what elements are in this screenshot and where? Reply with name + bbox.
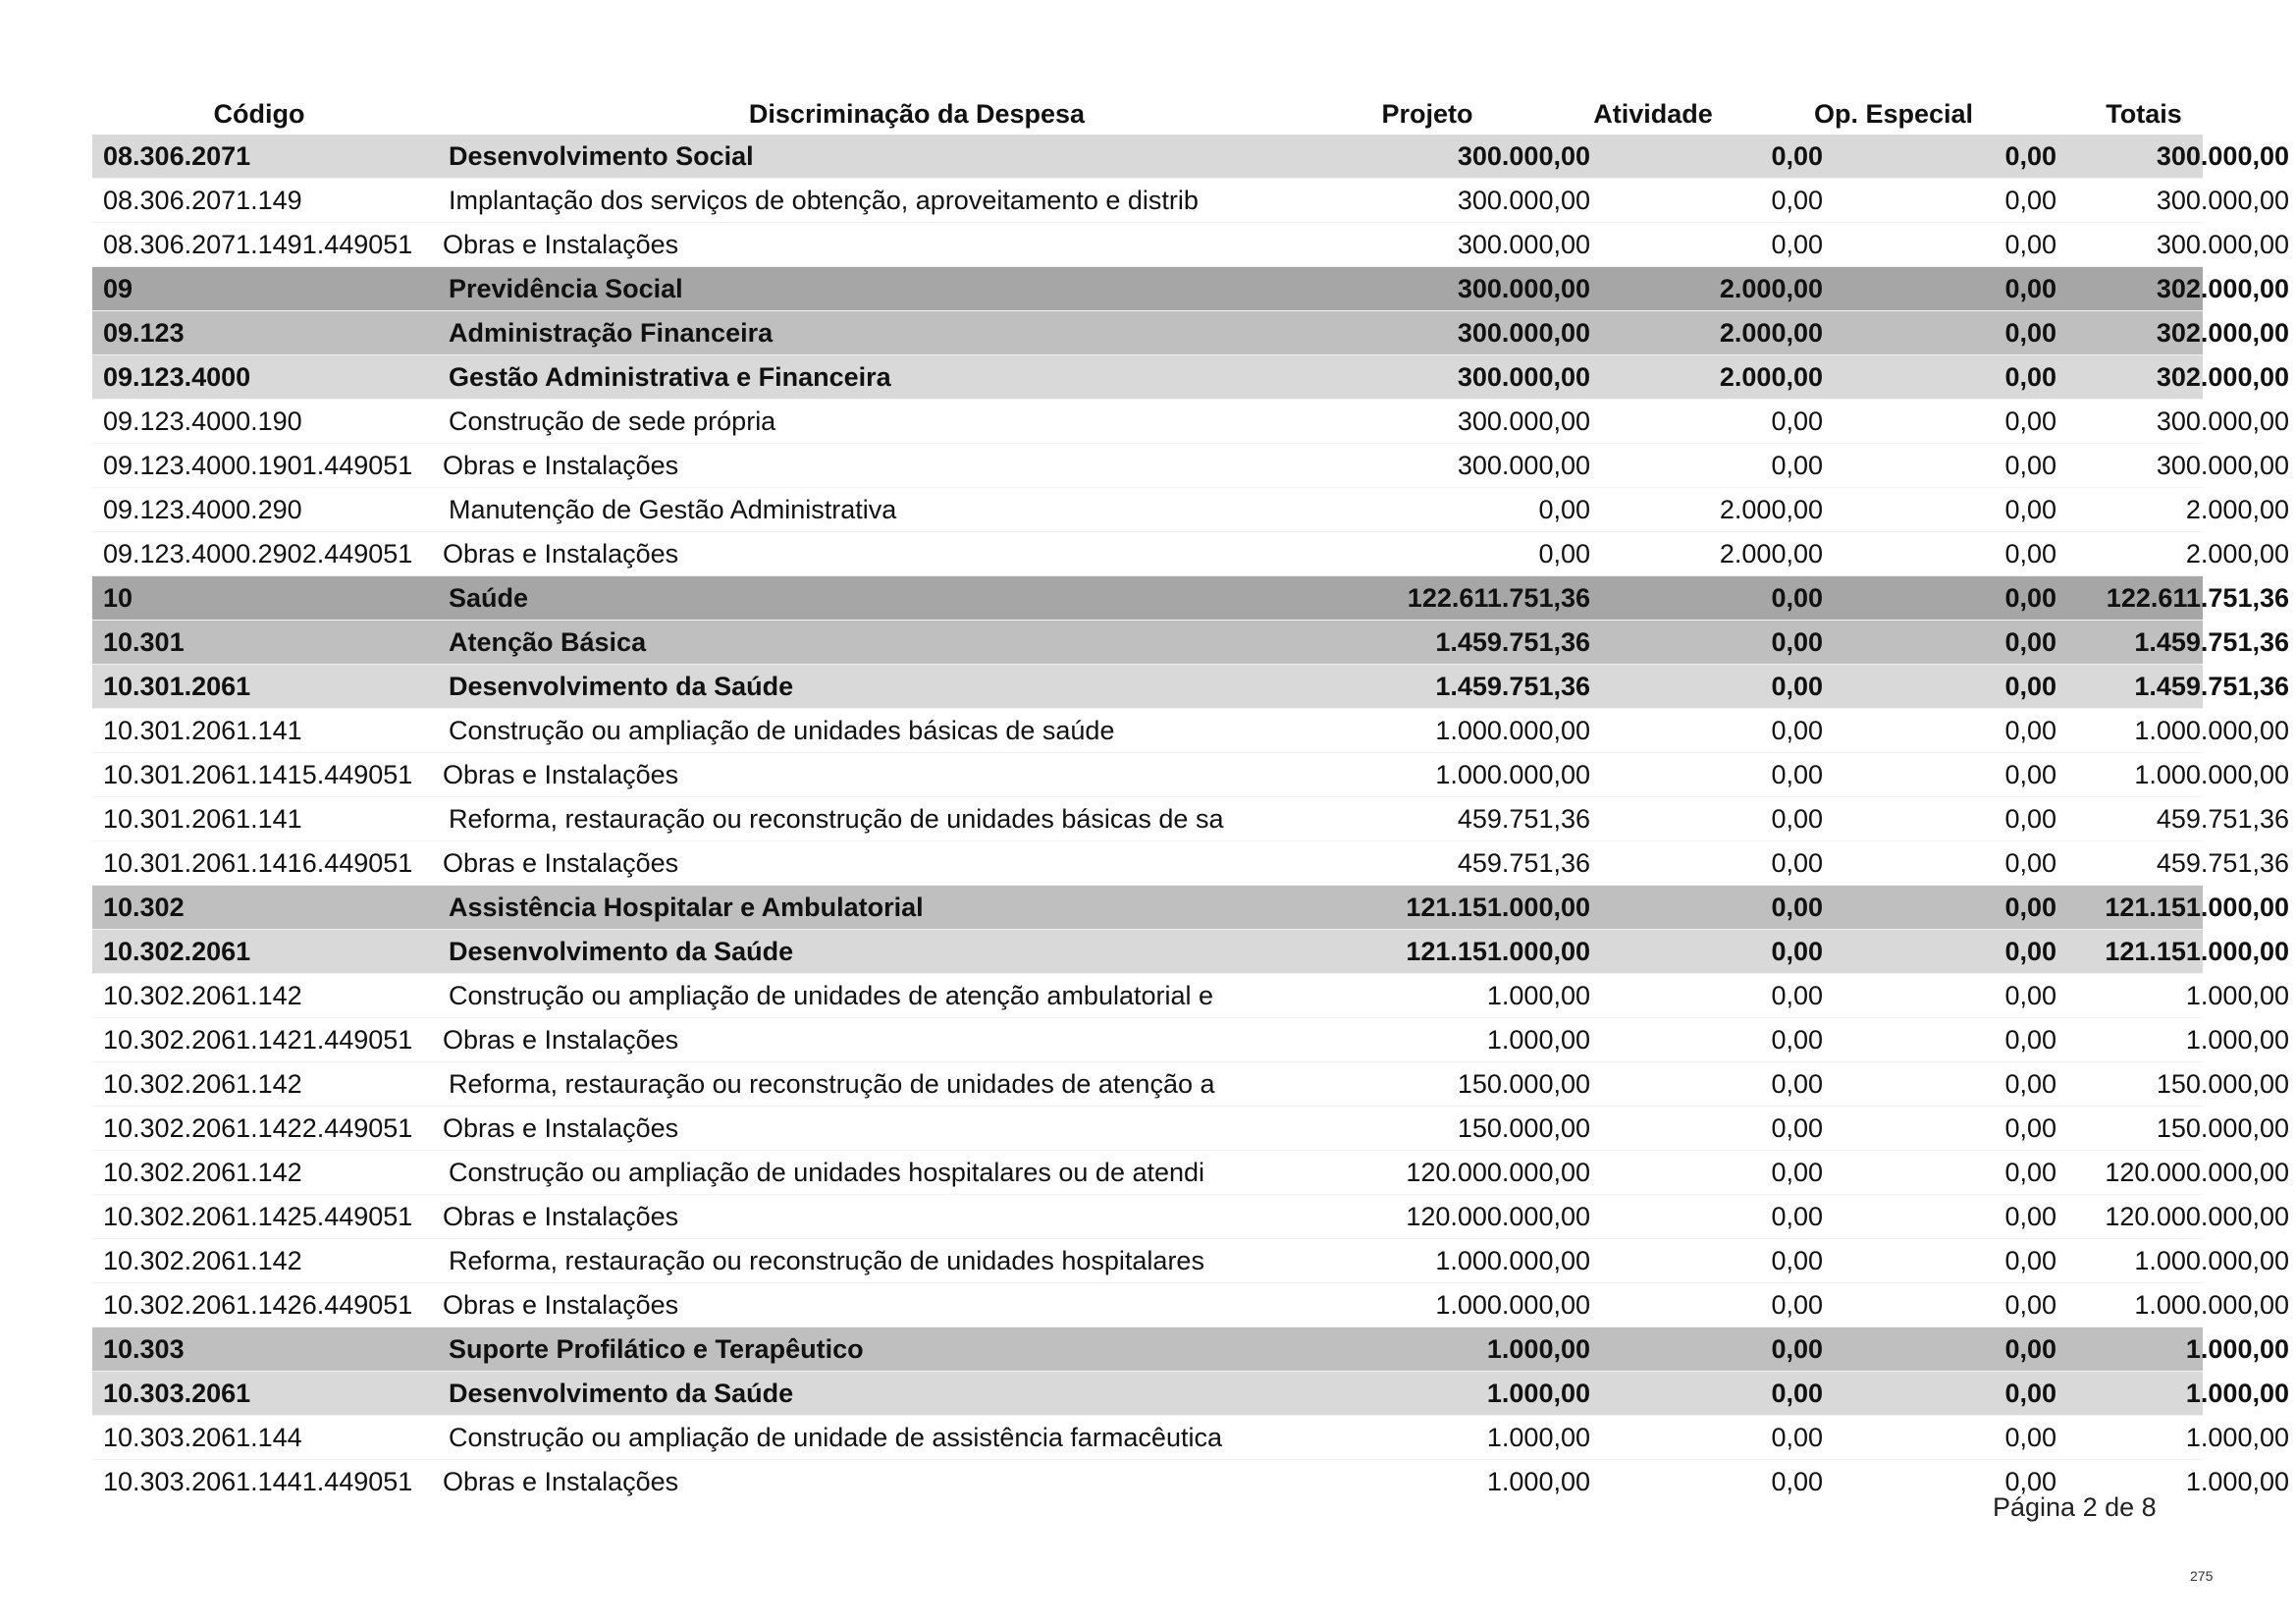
cell-description: Obras e Instalações — [443, 230, 679, 259]
table-header — [92, 91, 2203, 135]
cell-totais: 300.000,00 — [2156, 451, 2289, 480]
table-row — [92, 708, 2289, 752]
cell-projeto: 120.000.000,00 — [1406, 1158, 1590, 1187]
cell-code: 10 — [103, 583, 133, 613]
table-row — [92, 1238, 2289, 1282]
cell-description: Manutenção de Gestão Administrativa — [449, 495, 897, 524]
cell-projeto: 1.000,00 — [1486, 1467, 1590, 1496]
cell-op-especial: 0,00 — [2004, 583, 2056, 613]
cell-code: 10.301.2061 — [103, 672, 251, 701]
cell-atividade: 0,00 — [1771, 893, 1823, 922]
table-row — [92, 1459, 2289, 1503]
cell-projeto: 300.000,00 — [1457, 318, 1590, 348]
cell-totais: 1.000,00 — [2185, 1334, 2289, 1364]
cell-op-especial: 0,00 — [2004, 848, 2056, 878]
cell-code: 10.302.2061.1425.449051 — [103, 1202, 413, 1231]
cell-atividade: 0,00 — [1771, 1202, 1823, 1231]
cell-op-especial: 0,00 — [2004, 141, 2056, 171]
cell-code: 10.302.2061.1422.449051 — [103, 1113, 413, 1143]
cell-op-especial: 0,00 — [2004, 672, 2056, 701]
cell-totais: 150.000,00 — [2156, 1113, 2289, 1143]
cell-projeto: 1.000,00 — [1486, 981, 1590, 1010]
cell-code: 10.302.2061.142 — [103, 1069, 302, 1099]
expense-table — [92, 91, 2289, 1503]
cell-op-especial: 0,00 — [2004, 1290, 2056, 1320]
cell-op-especial: 0,00 — [2004, 1025, 2056, 1055]
cell-description: Obras e Instalações — [443, 1290, 679, 1320]
cell-code: 10.302.2061.142 — [103, 1246, 302, 1275]
cell-code: 10.301.2061.1415.449051 — [103, 760, 413, 789]
table-row — [92, 1415, 2289, 1459]
cell-totais: 1.000,00 — [2185, 981, 2289, 1010]
cell-code: 10.302.2061.1426.449051 — [103, 1290, 413, 1320]
cell-atividade: 0,00 — [1771, 230, 1823, 259]
table-row — [92, 531, 2289, 575]
table-row — [92, 1061, 2289, 1106]
cell-projeto: 459.751,36 — [1457, 848, 1590, 878]
cell-op-especial: 0,00 — [2004, 1113, 2056, 1143]
cell-description: Desenvolvimento da Saúde — [449, 672, 794, 701]
cell-totais: 1.000,00 — [2185, 1467, 2289, 1496]
cell-description: Construção ou ampliação de unidades básicas de saúde — [449, 716, 1115, 745]
cell-atividade: 0,00 — [1771, 451, 1823, 480]
cell-code: 10.303.2061.144 — [103, 1423, 302, 1452]
cell-atividade: 0,00 — [1771, 1158, 1823, 1187]
table-row — [92, 1282, 2289, 1326]
cell-op-especial: 0,00 — [2004, 804, 2056, 834]
cell-projeto: 150.000,00 — [1457, 1113, 1590, 1143]
cell-atividade: 0,00 — [1771, 1246, 1823, 1275]
cell-projeto: 1.000.000,00 — [1435, 1246, 1590, 1275]
cell-atividade: 0,00 — [1771, 1069, 1823, 1099]
cell-description: Obras e Instalações — [443, 848, 679, 878]
cell-atividade: 0,00 — [1771, 1113, 1823, 1143]
cell-description: Reforma, restauração ou reconstrução de unidades hospitalares — [449, 1246, 1204, 1275]
cell-atividade: 0,00 — [1771, 716, 1823, 745]
cell-projeto: 1.000.000,00 — [1435, 716, 1590, 745]
cell-op-especial: 0,00 — [2004, 1379, 2056, 1408]
cell-description: Obras e Instalações — [443, 451, 679, 480]
table-row — [92, 1106, 2289, 1150]
cell-projeto: 300.000,00 — [1457, 274, 1590, 303]
cell-atividade: 0,00 — [1771, 583, 1823, 613]
cell-totais: 120.000.000,00 — [2105, 1158, 2289, 1187]
table-row — [92, 399, 2289, 443]
cell-projeto: 1.000,00 — [1486, 1379, 1590, 1408]
cell-totais: 1.459.751,36 — [2134, 627, 2289, 657]
cell-projeto: 120.000.000,00 — [1406, 1202, 1590, 1231]
table-row — [92, 1194, 2289, 1238]
cell-totais: 150.000,00 — [2156, 1069, 2289, 1099]
cell-atividade: 0,00 — [1771, 1290, 1823, 1320]
table-row — [92, 354, 2289, 399]
cell-projeto: 0,00 — [1538, 495, 1590, 524]
cell-op-especial: 0,00 — [2004, 893, 2056, 922]
cell-totais: 2.000,00 — [2185, 495, 2289, 524]
table-row — [92, 796, 2289, 840]
cell-op-especial: 0,00 — [2004, 760, 2056, 789]
table-row — [92, 222, 2289, 266]
cell-totais: 1.000.000,00 — [2134, 716, 2289, 745]
cell-description: Suporte Profilático e Terapêutico — [449, 1334, 864, 1364]
table-row — [92, 443, 2289, 487]
cell-code: 10.302.2061.142 — [103, 1158, 302, 1187]
cell-totais: 302.000,00 — [2156, 274, 2289, 303]
page-stamp: 275 — [2190, 1568, 2214, 1584]
cell-description: Obras e Instalações — [443, 760, 679, 789]
cell-description: Desenvolvimento da Saúde — [449, 937, 794, 966]
cell-description: Reforma, restauração ou reconstrução de unidades de atenção a — [449, 1069, 1215, 1099]
cell-description: Construção ou ampliação de unidades hospitalares ou de atendi — [449, 1158, 1205, 1187]
cell-totais: 1.459.751,36 — [2134, 672, 2289, 701]
cell-description: Implantação dos serviços de obtenção, aproveitamento e distrib — [449, 186, 1199, 215]
cell-description: Obras e Instalações — [443, 1467, 679, 1496]
table-row — [92, 752, 2289, 796]
cell-description: Obras e Instalações — [443, 539, 679, 568]
cell-op-especial: 0,00 — [2004, 451, 2056, 480]
cell-op-especial: 0,00 — [2004, 1467, 2056, 1496]
table-row — [92, 178, 2289, 222]
table-row — [92, 310, 2289, 354]
cell-atividade: 0,00 — [1771, 627, 1823, 657]
cell-code: 10.301.2061.141 — [103, 804, 302, 834]
cell-op-especial: 0,00 — [2004, 1334, 2056, 1364]
cell-projeto: 300.000,00 — [1457, 141, 1590, 171]
cell-totais: 120.000.000,00 — [2105, 1202, 2289, 1231]
header-op-especial: Op. Especial — [1813, 99, 1974, 129]
cell-code: 10.303.2061.1441.449051 — [103, 1467, 413, 1496]
table-row — [92, 1017, 2289, 1061]
cell-atividade: 0,00 — [1771, 981, 1823, 1010]
cell-atividade: 2.000,00 — [1719, 362, 1823, 392]
cell-atividade: 0,00 — [1771, 1334, 1823, 1364]
cell-atividade: 0,00 — [1771, 1025, 1823, 1055]
cell-atividade: 2.000,00 — [1719, 318, 1823, 348]
cell-code: 09.123.4000.2902.449051 — [103, 539, 413, 568]
cell-op-especial: 0,00 — [2004, 274, 2056, 303]
cell-totais: 1.000,00 — [2185, 1379, 2289, 1408]
cell-projeto: 1.000,00 — [1486, 1423, 1590, 1452]
cell-atividade: 0,00 — [1771, 848, 1823, 878]
cell-projeto: 0,00 — [1538, 539, 1590, 568]
cell-code: 10.301.2061.141 — [103, 716, 302, 745]
cell-atividade: 2.000,00 — [1719, 539, 1823, 568]
cell-op-especial: 0,00 — [2004, 1246, 2056, 1275]
cell-code: 08.306.2071 — [103, 141, 251, 171]
cell-projeto: 122.611.751,36 — [1407, 583, 1590, 613]
table-row — [92, 1150, 2289, 1194]
cell-totais: 300.000,00 — [2156, 186, 2289, 215]
cell-projeto: 121.151.000,00 — [1406, 893, 1590, 922]
cell-op-especial: 0,00 — [2004, 318, 2056, 348]
cell-code: 09.123.4000.290 — [103, 495, 302, 524]
cell-projeto: 121.151.000,00 — [1406, 937, 1590, 966]
cell-description: Construção ou ampliação de unidade de assistência farmacêutica — [449, 1423, 1222, 1452]
cell-code: 10.302.2061.142 — [103, 981, 302, 1010]
cell-op-especial: 0,00 — [2004, 230, 2056, 259]
cell-description: Atenção Básica — [449, 627, 647, 657]
cell-totais: 121.151.000,00 — [2105, 937, 2289, 966]
header-totais: Totais — [2106, 99, 2182, 129]
cell-projeto: 1.000,00 — [1486, 1025, 1590, 1055]
cell-projeto: 150.000,00 — [1457, 1069, 1590, 1099]
cell-atividade: 0,00 — [1771, 1467, 1823, 1496]
cell-projeto: 300.000,00 — [1457, 186, 1590, 215]
table-row — [92, 973, 2289, 1017]
cell-code: 09.123.4000.190 — [103, 406, 302, 436]
cell-totais: 459.751,36 — [2156, 804, 2289, 834]
cell-atividade: 0,00 — [1771, 937, 1823, 966]
header-atividade: Atividade — [1593, 99, 1713, 129]
table-body — [92, 135, 2289, 1503]
cell-atividade: 0,00 — [1771, 1379, 1823, 1408]
cell-op-especial: 0,00 — [2004, 1423, 2056, 1452]
cell-atividade: 0,00 — [1771, 186, 1823, 215]
cell-totais: 302.000,00 — [2156, 362, 2289, 392]
cell-op-especial: 0,00 — [2004, 362, 2056, 392]
cell-atividade: 0,00 — [1771, 672, 1823, 701]
cell-description: Assistência Hospitalar e Ambulatorial — [449, 893, 924, 922]
table-row — [92, 135, 2289, 178]
cell-description: Saúde — [449, 583, 529, 613]
cell-code: 09.123.4000 — [103, 362, 251, 392]
table-row — [92, 929, 2289, 973]
cell-projeto: 1.459.751,36 — [1435, 627, 1590, 657]
cell-totais: 1.000,00 — [2185, 1423, 2289, 1452]
cell-totais: 2.000,00 — [2185, 539, 2289, 568]
header-description: Discriminação da Despesa — [748, 99, 1086, 129]
cell-code: 09.123.4000.1901.449051 — [103, 451, 413, 480]
cell-atividade: 0,00 — [1771, 141, 1823, 171]
cell-code: 09.123 — [103, 318, 185, 348]
cell-description: Previdência Social — [449, 274, 683, 303]
cell-projeto: 300.000,00 — [1457, 406, 1590, 436]
cell-totais: 302.000,00 — [2156, 318, 2289, 348]
header-code: Código — [213, 99, 305, 129]
cell-op-especial: 0,00 — [2004, 1158, 2056, 1187]
page-number: Página 2 de 8 — [1993, 1492, 2157, 1522]
cell-description: Obras e Instalações — [443, 1113, 679, 1143]
cell-projeto: 459.751,36 — [1457, 804, 1590, 834]
cell-op-especial: 0,00 — [2004, 1069, 2056, 1099]
cell-code: 10.302.2061 — [103, 937, 251, 966]
cell-op-especial: 0,00 — [2004, 981, 2056, 1010]
cell-description: Construção de sede própria — [449, 406, 776, 436]
cell-code: 10.301 — [103, 627, 185, 657]
cell-atividade: 0,00 — [1771, 406, 1823, 436]
cell-totais: 300.000,00 — [2156, 141, 2289, 171]
cell-projeto: 1.000,00 — [1486, 1334, 1590, 1364]
table-row — [92, 885, 2289, 929]
cell-atividade: 2.000,00 — [1719, 274, 1823, 303]
cell-code: 09 — [103, 274, 133, 303]
cell-description: Administração Financeira — [449, 318, 774, 348]
cell-code: 10.302 — [103, 893, 185, 922]
cell-code: 10.303 — [103, 1334, 185, 1364]
cell-op-especial: 0,00 — [2004, 406, 2056, 436]
cell-totais: 122.611.751,36 — [2106, 583, 2289, 613]
cell-description: Obras e Instalações — [443, 1202, 679, 1231]
cell-atividade: 0,00 — [1771, 760, 1823, 789]
cell-op-especial: 0,00 — [2004, 716, 2056, 745]
table-row — [92, 1326, 2289, 1371]
cell-description: Desenvolvimento Social — [449, 141, 754, 171]
table-row — [92, 620, 2289, 664]
cell-atividade: 0,00 — [1771, 804, 1823, 834]
cell-description: Obras e Instalações — [443, 1025, 679, 1055]
cell-projeto: 300.000,00 — [1457, 362, 1590, 392]
table-row — [92, 266, 2289, 310]
cell-op-especial: 0,00 — [2004, 937, 2056, 966]
cell-projeto: 1.000.000,00 — [1435, 1290, 1590, 1320]
cell-description: Reforma, restauração ou reconstrução de unidades básicas de sa — [449, 804, 1224, 834]
cell-code: 10.301.2061.1416.449051 — [103, 848, 413, 878]
cell-totais: 1.000,00 — [2185, 1025, 2289, 1055]
cell-totais: 300.000,00 — [2156, 230, 2289, 259]
cell-op-especial: 0,00 — [2004, 627, 2056, 657]
cell-op-especial: 0,00 — [2004, 495, 2056, 524]
cell-atividade: 0,00 — [1771, 1423, 1823, 1452]
table-row — [92, 664, 2289, 708]
cell-op-especial: 0,00 — [2004, 186, 2056, 215]
cell-description: Desenvolvimento da Saúde — [449, 1379, 794, 1408]
cell-op-especial: 0,00 — [2004, 1202, 2056, 1231]
table-row — [92, 487, 2289, 531]
cell-code: 10.303.2061 — [103, 1379, 251, 1408]
cell-totais: 459.751,36 — [2156, 848, 2289, 878]
cell-totais: 1.000.000,00 — [2134, 1290, 2289, 1320]
cell-totais: 1.000.000,00 — [2134, 1246, 2289, 1275]
table-row — [92, 575, 2289, 620]
cell-projeto: 1.000.000,00 — [1435, 760, 1590, 789]
cell-code: 08.306.2071.1491.449051 — [103, 230, 413, 259]
cell-totais: 300.000,00 — [2156, 406, 2289, 436]
cell-code: 10.302.2061.1421.449051 — [103, 1025, 413, 1055]
cell-totais: 121.151.000,00 — [2105, 893, 2289, 922]
cell-atividade: 2.000,00 — [1719, 495, 1823, 524]
cell-projeto: 300.000,00 — [1457, 451, 1590, 480]
table-row — [92, 840, 2289, 885]
cell-projeto: 300.000,00 — [1457, 230, 1590, 259]
table-row — [92, 1371, 2289, 1415]
cell-code: 08.306.2071.149 — [103, 186, 302, 215]
cell-projeto: 1.459.751,36 — [1435, 672, 1590, 701]
header-projeto: Projeto — [1381, 99, 1473, 129]
cell-description: Construção ou ampliação de unidades de atenção ambulatorial e — [449, 981, 1214, 1010]
cell-op-especial: 0,00 — [2004, 539, 2056, 568]
cell-description: Gestão Administrativa e Financeira — [449, 362, 891, 392]
cell-totais: 1.000.000,00 — [2134, 760, 2289, 789]
